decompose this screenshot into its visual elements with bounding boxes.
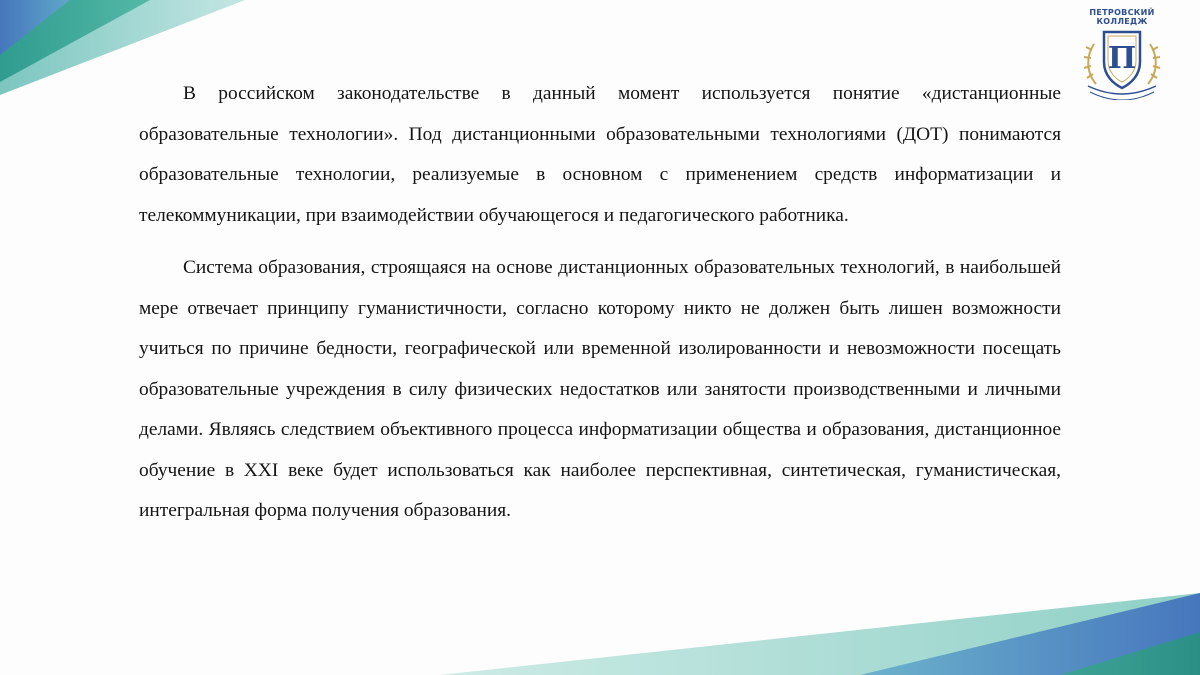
logo-title-line2: КОЛЛЕДЖ bbox=[1096, 17, 1148, 26]
logo-emblem-icon bbox=[1082, 26, 1162, 100]
svg-text:П: П bbox=[1107, 41, 1137, 76]
paragraph-2: Система образования, строящаяся на основе дистанционных образовательных технологий, в наибольшей мере отвечает принципу гуманистичности, согласно которому никто не должен быть лишен возможности учиться по причине бедности, географической или временной изолированности и невозможности посещать образовательные учреждения в силу физических недостатков или занятости производственными и личными делами. Являясь следствием объективного процесса информатизации общества и образования, дистанционное обучение в XXI веке будет использоваться как наиболее перспективная, синтетическая, гуманистическая, интегральная форма получения образования. bbox=[139, 257, 1061, 521]
paragraph-1: В российском законодательстве в данный момент используется понятие «дистанционные образовательные технологии». Под дистанционными образовательными технологиями (ДОТ) понимаются образовательные технологии, реализуемые в основном с применением средств информатизации и телекоммуникации, при взаимодействии обучающегося и педагогического работника. bbox=[139, 83, 1061, 226]
logo-title-line1: ПЕТРОВСКИЙ bbox=[1089, 8, 1155, 17]
main-text bbox=[139, 74, 1061, 532]
college-logo bbox=[1082, 8, 1162, 100]
